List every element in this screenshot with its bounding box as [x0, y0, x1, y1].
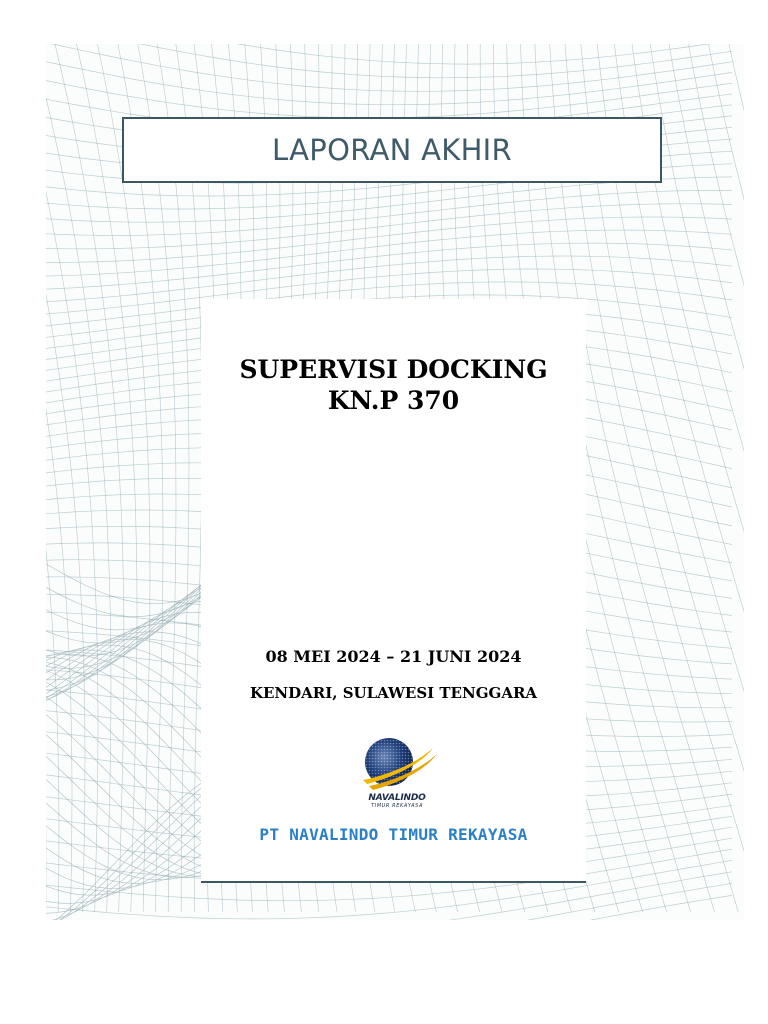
wave-line: [46, 177, 732, 222]
wave-line: [46, 62, 732, 105]
wave-line: [46, 44, 732, 91]
wave-line: [729, 44, 744, 912]
wave-line: [46, 883, 732, 920]
wave-line: [46, 204, 732, 249]
logo-tagline: TIMUR REKAYASA: [371, 803, 423, 809]
wave-line: [46, 190, 732, 235]
report-title: LAPORAN AKHIR: [272, 133, 512, 167]
wave-line: [46, 44, 72, 912]
logo-wordmark: [353, 793, 441, 809]
logo-name: NAVALINDO: [368, 793, 426, 803]
company-name: PT NAVALINDO TIMUR REKAYASA: [259, 825, 528, 844]
report-subject: [201, 354, 586, 416]
wave-line: [55, 44, 124, 912]
wave-line: [46, 44, 59, 912]
cover-panel: [201, 299, 586, 883]
globe-swoosh-icon: [353, 736, 441, 796]
wave-line: [46, 895, 732, 920]
report-location: KENDARI, SULAWESI TENGGARA: [249, 684, 538, 702]
wave-line: [669, 44, 744, 912]
wave-line: [46, 230, 732, 276]
navalindo-logo: [353, 736, 441, 820]
cover-page: [46, 44, 744, 920]
subject-line-2: KN.P 370: [327, 386, 460, 415]
wave-line: [46, 44, 732, 64]
subject-line-1: SUPERVISI DOCKING: [239, 355, 548, 384]
wave-line: [689, 44, 745, 912]
report-title-box: [122, 117, 662, 183]
wave-line: [709, 44, 745, 912]
wave-line: [650, 44, 744, 912]
report-period: 08 MEI 2024 – 21 JUNI 2024: [265, 647, 522, 666]
wave-line: [46, 44, 732, 78]
